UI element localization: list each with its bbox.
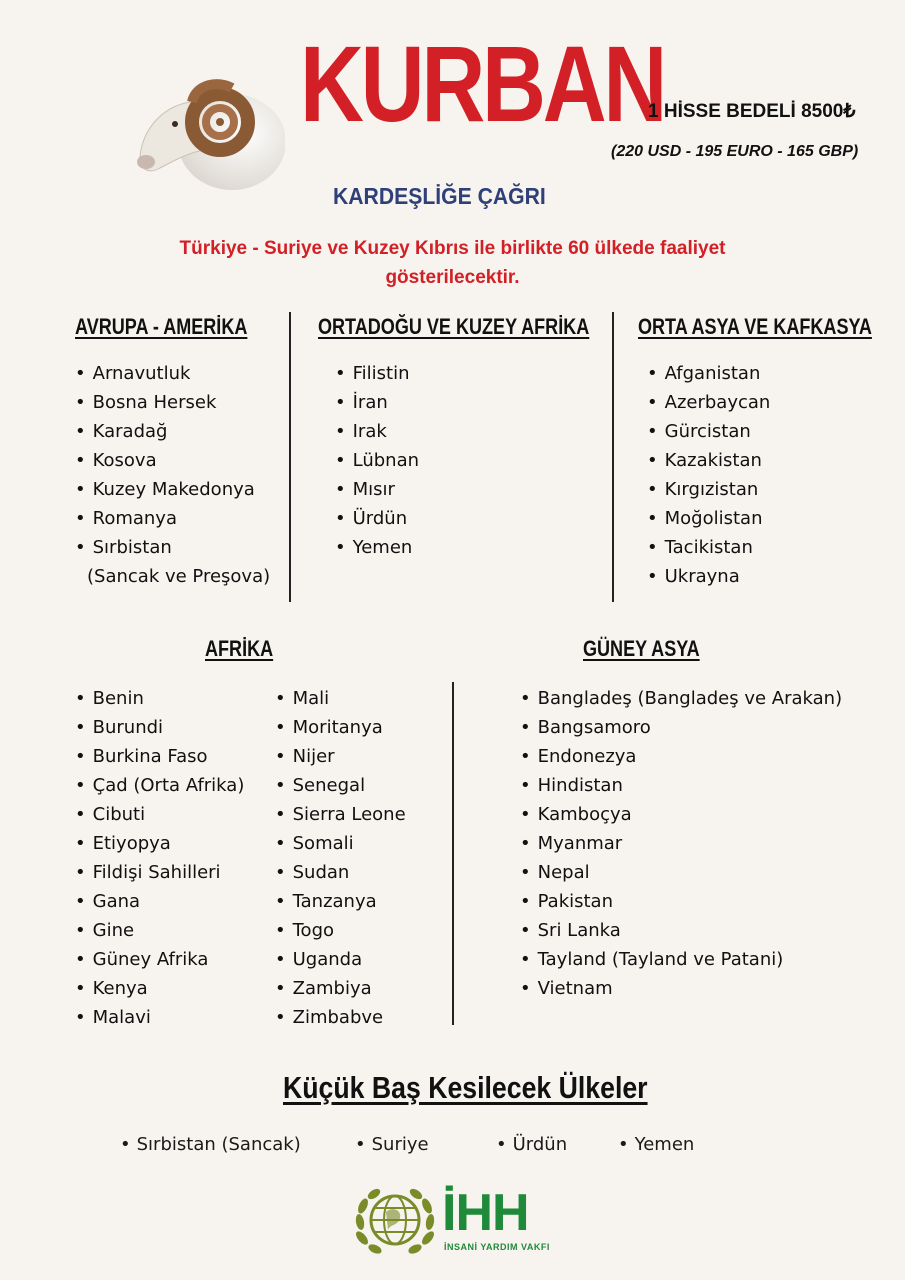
list-item: • Çad (Orta Afrika) <box>75 771 244 800</box>
list-item: • Sri Lanka <box>520 916 842 945</box>
intro-line-1: Türkiye - Suriye ve Kuzey Kıbrıs ile birlikte 60 ülkede faaliyet <box>179 238 726 259</box>
list-africa-col1 <box>75 684 244 1032</box>
list-item: • Sierra Leone <box>275 800 406 829</box>
list-item: • Güney Afrika <box>75 945 244 974</box>
ram-illustration <box>120 62 285 192</box>
list-item: • Somali <box>275 829 406 858</box>
list-item: • Yemen <box>335 533 419 562</box>
small-livestock-heading: Küçük Baş Kesilecek Ülkeler <box>283 1070 648 1105</box>
list-item: • İran <box>335 388 419 417</box>
list-item: • Malavi <box>75 1003 244 1032</box>
heading-central-asia-caucasus: ORTA ASYA VE KAFKASYA <box>638 314 872 339</box>
list-item: • Myanmar <box>520 829 842 858</box>
list-item: • Zimbabve <box>275 1003 406 1032</box>
list-item: • Vietnam <box>520 974 842 1003</box>
list-item: • Zambiya <box>275 974 406 1003</box>
list-item: • Yemen <box>618 1134 694 1155</box>
list-item: • Senegal <box>275 771 406 800</box>
share-price-currencies: (220 USD - 195 EURO - 165 GBP) <box>611 143 859 160</box>
list-item: • Uganda <box>275 945 406 974</box>
page-title: KURBAN <box>300 23 665 144</box>
share-price: 1 HİSSE BEDELİ 8500₺ <box>648 101 856 122</box>
list-item: • Filistin <box>335 359 419 388</box>
list-central-asia-caucasus <box>647 359 770 591</box>
list-item: • Bosna Hersek <box>75 388 270 417</box>
list-item: • Pakistan <box>520 887 842 916</box>
list-item: • Nijer <box>275 742 406 771</box>
list-item: • Gine <box>75 916 244 945</box>
column-divider <box>612 312 614 602</box>
list-item: • Tanzanya <box>275 887 406 916</box>
list-item: • Suriye <box>355 1134 429 1155</box>
heading-europe-america: AVRUPA - AMERİKA <box>75 314 248 339</box>
list-item: • Romanya <box>75 504 270 533</box>
column-divider <box>289 312 291 602</box>
list-item: • Kamboçya <box>520 800 842 829</box>
list-item: • Kosova <box>75 446 270 475</box>
list-item: • Karadağ <box>75 417 270 446</box>
list-item: • Gana <box>75 887 244 916</box>
list-item: • Moğolistan <box>647 504 770 533</box>
heading-middle-east-north-africa: ORTADOĞU VE KUZEY AFRİKA <box>318 314 590 339</box>
list-item: • Ukrayna <box>647 562 770 591</box>
list-africa-col2 <box>275 684 406 1032</box>
list-item: • Burundi <box>75 713 244 742</box>
intro-text <box>100 234 805 293</box>
list-item: • Moritanya <box>275 713 406 742</box>
list-item: • Kuzey Makedonya <box>75 475 270 504</box>
list-item: • Benin <box>75 684 244 713</box>
list-item: • Sudan <box>275 858 406 887</box>
heading-africa: AFRİKA <box>205 636 274 661</box>
list-item: • Irak <box>335 417 419 446</box>
list-item: • Cibuti <box>75 800 244 829</box>
logo-tagline: İNSANİ YARDIM VAKFI <box>444 1242 550 1252</box>
column-divider <box>452 682 454 1025</box>
list-item: • Mali <box>275 684 406 713</box>
list-item: • Hindistan <box>520 771 842 800</box>
list-item: • Kazakistan <box>647 446 770 475</box>
list-item: • Fildişi Sahilleri <box>75 858 244 887</box>
list-item: • Azerbaycan <box>647 388 770 417</box>
list-item: • Mısır <box>335 475 419 504</box>
list-item: • Sırbistan (Sancak) <box>120 1134 301 1155</box>
list-item: • Afganistan <box>647 359 770 388</box>
list-item: • Kırgızistan <box>647 475 770 504</box>
small-livestock-list <box>120 1134 760 1164</box>
list-item: • Kenya <box>75 974 244 1003</box>
list-item: • Burkina Faso <box>75 742 244 771</box>
list-item: • Ürdün <box>335 504 419 533</box>
list-item: • Nepal <box>520 858 842 887</box>
list-europe-america <box>75 359 270 591</box>
list-middle-east-north-africa <box>335 359 419 562</box>
list-item: • Arnavutluk <box>75 359 270 388</box>
list-south-asia <box>520 684 842 1003</box>
list-item: • Tayland (Tayland ve Patani) <box>520 945 842 974</box>
list-item: • Togo <box>275 916 406 945</box>
list-item: • Lübnan <box>335 446 419 475</box>
list-item: • Bangsamoro <box>520 713 842 742</box>
list-item-note: (Sancak ve Preşova) <box>87 566 271 587</box>
list-item: • Sırbistan <box>75 533 270 562</box>
list-item: • Ürdün <box>496 1134 567 1155</box>
heading-south-asia: GÜNEY ASYA <box>583 636 700 661</box>
ihh-logo <box>350 1182 565 1262</box>
list-item: • Bangladeş (Bangladeş ve Arakan) <box>520 684 842 713</box>
page-subtitle: KARDEŞLİĞE ÇAĞRI <box>333 183 546 209</box>
list-item: • Gürcistan <box>647 417 770 446</box>
list-item: • Etiyopya <box>75 829 244 858</box>
logo-wordmark: İHH <box>442 1184 529 1242</box>
intro-line-2: gösterilecektir. <box>385 267 520 289</box>
list-item: • Tacikistan <box>647 533 770 562</box>
list-item: • Endonezya <box>520 742 842 771</box>
